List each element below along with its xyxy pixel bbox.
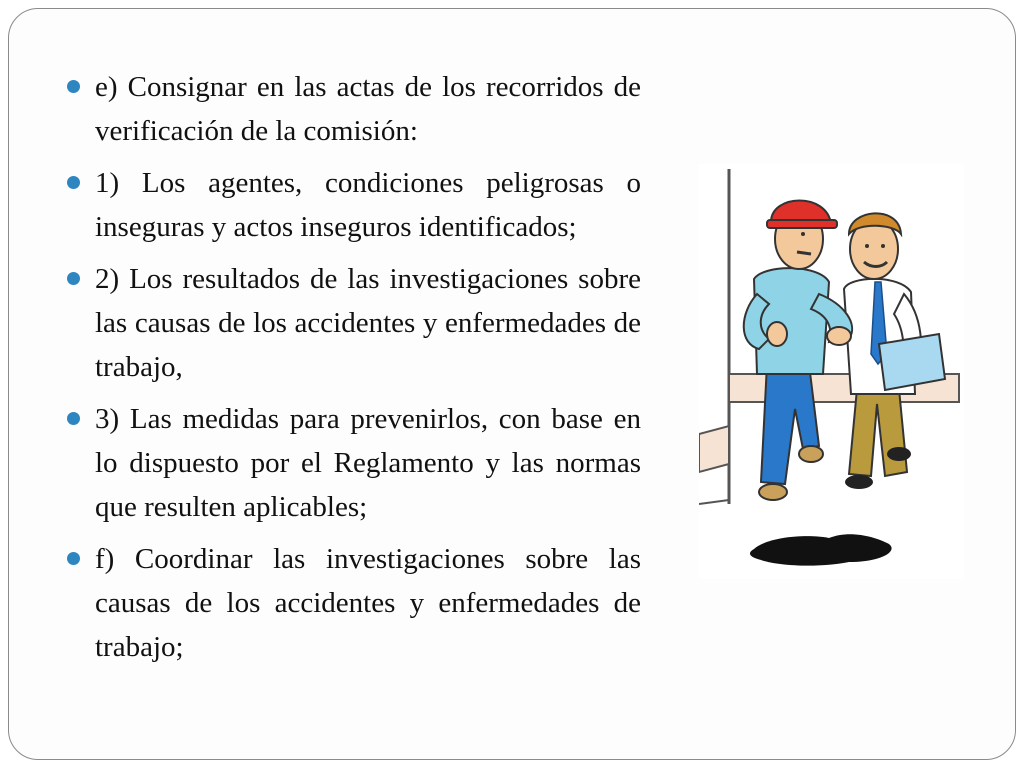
bullet-dot-icon [67, 272, 80, 285]
bullet-item-1 [65, 161, 641, 249]
bullet-text: 2) Los resultados de las investigaciones sobre las causas de los accidentes y enfermedades de trabajo, [95, 263, 641, 383]
injured-worker-helped-icon [699, 164, 964, 579]
bullet-list [65, 65, 641, 669]
slide [8, 8, 1016, 760]
slide-content [65, 65, 641, 677]
bullet-dot-icon [67, 552, 80, 565]
bullet-item-3 [65, 397, 641, 529]
bullet-text: 1) Los agentes, condiciones peligrosas o inseguras y actos inseguros identificados; [95, 167, 641, 243]
bullet-dot-icon [67, 80, 80, 93]
bullet-item-f [65, 537, 641, 669]
bullet-text: e) Consignar en las actas de los recorridos de verificación de la comisión: [95, 71, 641, 147]
bullet-item-2 [65, 257, 641, 389]
bullet-text: f) Coordinar las investigaciones sobre las causas de los accidentes y enfermedades de trabajo; [95, 543, 641, 663]
bullet-item-e [65, 65, 641, 153]
bullet-dot-icon [67, 176, 80, 189]
bullet-text: 3) Las medidas para prevenirlos, con base en lo dispuesto por el Reglamento y las normas que resulten aplicables; [95, 403, 641, 523]
bullet-dot-icon [67, 412, 80, 425]
